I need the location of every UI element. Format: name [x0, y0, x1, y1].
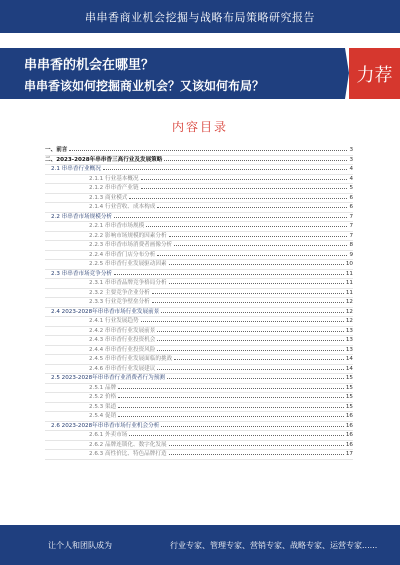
toc-leader-dots	[169, 445, 344, 446]
toc-leader-dots	[157, 369, 344, 370]
toc-row[interactable]	[45, 441, 353, 451]
toc-page-number: 6	[349, 204, 353, 210]
toc-row[interactable]	[45, 298, 353, 308]
toc-row[interactable]	[45, 431, 353, 441]
toc-page-number: 16	[345, 441, 353, 448]
toc-leader-dots	[169, 283, 344, 284]
toc-entry-text: 2.2.5 串串香行业发展驱动因素	[89, 261, 167, 267]
toc-page-number: 13	[345, 337, 353, 343]
toc-page-number: 16	[345, 422, 353, 429]
toc-page-number: 12	[345, 308, 353, 315]
toc-page-number: 13	[345, 327, 353, 334]
toc-page-number: 13	[345, 346, 353, 353]
footer-left-text: 让个人和团队成为	[48, 541, 112, 550]
toc-row[interactable]	[45, 412, 353, 422]
toc-entry-text: 2.4.4 串串香行业投资风险	[89, 346, 156, 353]
toc-page-number: 7	[349, 232, 353, 239]
toc-leader-dots	[129, 435, 343, 436]
toc-entry-text: 2.3 串串香市场竞争分析	[51, 270, 113, 277]
toc-entry-text: 2.4.6 串串香行业发展建议	[89, 365, 156, 372]
toc-leader-dots	[69, 150, 347, 151]
toc-leader-dots	[157, 255, 347, 256]
toc-page-number: 15	[345, 375, 353, 381]
toc-entry-text: 2.2.1 串串香市场规模	[89, 223, 145, 229]
toc-entry-text: 2.1.3 商业模式	[89, 194, 128, 201]
hero-subtitle: 串串香该如何挖掘商业机会？又该如何布局？	[24, 79, 265, 93]
toc-page-number: 10	[345, 261, 353, 267]
toc-entry-text: 二、2023-2028年串串香三高行业及发展策略	[45, 156, 163, 163]
toc-entry-text: 2.3.3 行业竞争壁垒分析	[89, 299, 150, 305]
toc-page-number: 12	[345, 318, 353, 324]
toc-row[interactable]	[45, 336, 353, 346]
toc-entry-text: 2.1.1 行业基本概况	[89, 175, 139, 182]
toc-leader-dots	[129, 198, 347, 199]
toc-page-number: 4	[349, 175, 353, 182]
toc-entry-text: 2.6.3 高性价比、特色品牌打造	[89, 451, 167, 457]
toc-leader-dots	[157, 350, 344, 351]
toc-row[interactable]	[45, 241, 353, 251]
toc-row[interactable]	[45, 279, 353, 289]
toc-entry-text: 2.6.1 外卖市场	[89, 432, 128, 438]
toc-entry-text: 2.1 串串香行业概况	[51, 166, 101, 172]
toc-leader-dots	[152, 293, 344, 294]
footer-right-text: 行业专家、管理专家、营销专家、战略专家、运营专家......	[170, 541, 378, 550]
toc-row[interactable]	[45, 403, 353, 413]
toc-entry-text: 2.5 2023-2028年串串香行业消费者行为预测	[51, 375, 165, 381]
toc-leader-dots	[167, 378, 344, 379]
footer-bar	[0, 525, 400, 565]
toc-row[interactable]	[45, 289, 353, 299]
toc-row[interactable]	[45, 308, 353, 318]
toc-heading: 内容目录	[171, 120, 228, 134]
toc-entry-text: 2.4.5 串串香行业发展面临的挑战	[89, 356, 173, 362]
toc-row[interactable]	[45, 232, 353, 242]
toc-row[interactable]	[45, 251, 353, 261]
toc-row[interactable]	[45, 222, 353, 232]
toc-page-number: 8	[349, 242, 353, 248]
toc-entry-text: 2.4.3 串串香行业投资机会	[89, 337, 156, 343]
toc-page-number: 15	[345, 403, 353, 410]
toc-entry-text: 2.4.2 串串香行业发展前景	[89, 327, 156, 334]
toc-row[interactable]	[45, 346, 353, 356]
toc-page-number: 9	[349, 251, 353, 258]
toc-entry-text: 2.3.2 主要竞争企业分析	[89, 289, 150, 296]
toc-row[interactable]	[45, 422, 353, 432]
toc-page-number: 15	[345, 384, 353, 391]
toc-page-number: 5	[349, 185, 353, 191]
toc-leader-dots	[169, 454, 344, 455]
toc-leader-dots	[174, 359, 344, 360]
toc-row[interactable]	[45, 374, 353, 384]
toc-row[interactable]	[45, 365, 353, 375]
toc-page-number: 16	[345, 413, 353, 419]
toc-entry-text: 2.4 2023-2028年串串香市场行业发展前景	[51, 308, 160, 315]
toc-row[interactable]	[45, 156, 353, 166]
toc-page-number: 17	[345, 451, 353, 457]
toc-page-number: 4	[349, 166, 353, 172]
toc-page-number: 12	[345, 299, 353, 305]
toc-row[interactable]	[45, 260, 353, 270]
toc-leader-dots	[118, 416, 344, 417]
toc-leader-dots	[169, 264, 344, 265]
toc-leader-dots	[118, 397, 344, 398]
toc-page-number: 11	[345, 280, 353, 286]
toc-leader-dots	[164, 160, 347, 161]
toc-leader-dots	[146, 226, 347, 227]
toc-entry-text: 2.1.4 行业营收、成本构成	[89, 204, 156, 210]
toc-entry-text: 2.3.1 串串香品牌竞争格局分析	[89, 280, 167, 286]
toc-page-number: 15	[345, 394, 353, 400]
toc-row[interactable]	[45, 203, 353, 213]
toc-page-number: 7	[349, 223, 353, 229]
table-of-contents	[45, 146, 353, 460]
toc-entry-text: 2.2.3 串串香市场消费者画像分析	[89, 242, 173, 248]
toc-entry-text: 2.2 串串香市场规模分析	[51, 213, 113, 220]
toc-entry-text: 2.5.1 品牌	[89, 384, 117, 391]
toc-entry-text: 2.1.2 串串香产业链	[89, 185, 139, 191]
report-title: 串串香商业机会挖掘与战略布局策略研究报告	[85, 10, 315, 24]
toc-row[interactable]	[45, 327, 353, 337]
toc-leader-dots	[161, 426, 344, 427]
toc-leader-dots	[114, 274, 344, 275]
toc-leader-dots	[174, 245, 347, 246]
toc-page-number: 14	[345, 365, 353, 372]
toc-row[interactable]	[45, 184, 353, 194]
toc-leader-dots	[161, 312, 344, 313]
toc-row[interactable]	[45, 270, 353, 280]
brand-badge: 力荐	[349, 48, 400, 99]
toc-entry-text: 一、前言	[45, 147, 68, 153]
toc-leader-dots	[141, 179, 348, 180]
toc-entry-text: 2.5.3 渠道	[89, 403, 117, 410]
toc-entry-text: 2.5.4 促销	[89, 413, 117, 419]
hero-title: 串串香的机会在哪里？	[24, 58, 155, 73]
toc-page-number: 11	[345, 270, 353, 277]
toc-row[interactable]	[45, 393, 353, 403]
toc-entry-text: 2.2.4 串串香门店分布分析	[89, 251, 156, 258]
toc-entry-text: 2.4.1 行业发展趋势	[89, 318, 139, 324]
toc-leader-dots	[114, 217, 347, 218]
toc-row[interactable]	[45, 384, 353, 394]
header-bar	[0, 0, 400, 33]
toc-page-number: 3	[349, 156, 353, 163]
toc-row[interactable]	[45, 355, 353, 365]
hero-background	[0, 48, 345, 99]
toc-page-number: 3	[349, 147, 353, 153]
toc-entry-text: 2.2.2 影响市场规模的因素分析	[89, 232, 167, 239]
toc-row[interactable]	[45, 165, 353, 175]
toc-page-number: 11	[345, 289, 353, 296]
toc-leader-dots	[157, 207, 347, 208]
toc-leader-dots	[103, 169, 348, 170]
toc-leader-dots	[141, 321, 344, 322]
toc-page-number: 6	[349, 194, 353, 201]
toc-row[interactable]	[45, 146, 353, 156]
toc-leader-dots	[157, 331, 344, 332]
toc-row[interactable]	[45, 194, 353, 204]
toc-leader-dots	[169, 236, 348, 237]
toc-entry-text: 2.6 2023-2028年串串香市场行业机会分析	[51, 422, 160, 429]
toc-row[interactable]	[45, 213, 353, 223]
toc-leader-dots	[118, 407, 344, 408]
hero-banner	[0, 48, 400, 99]
toc-entry-text: 2.6.2 品牌连锁化、数字化发展	[89, 441, 167, 448]
toc-page-number: 14	[345, 356, 353, 362]
toc-page-number: 7	[349, 213, 353, 220]
toc-page-number: 16	[345, 432, 353, 438]
toc-leader-dots	[118, 388, 344, 389]
toc-leader-dots	[152, 302, 344, 303]
toc-row[interactable]	[45, 317, 353, 327]
toc-leader-dots	[157, 340, 344, 341]
toc-leader-dots	[141, 188, 348, 189]
toc-row[interactable]	[45, 450, 353, 460]
toc-row[interactable]	[45, 175, 353, 185]
toc-entry-text: 2.5.2 价格	[89, 394, 117, 400]
